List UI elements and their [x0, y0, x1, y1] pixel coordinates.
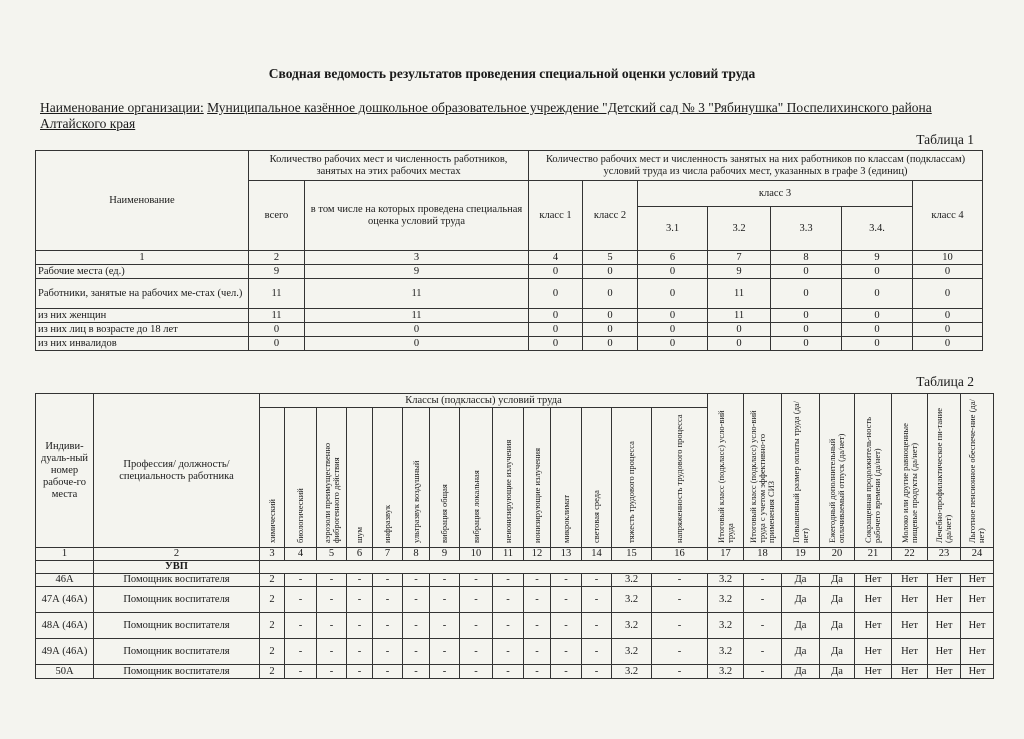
- t2-colnum: 14: [582, 548, 612, 561]
- t2-workplace-number: 50А: [36, 665, 94, 679]
- t1-header-class4: класс 4: [913, 181, 983, 251]
- t2-cell: Нет: [892, 665, 928, 679]
- t2-cell: -: [373, 587, 403, 613]
- t2-cell: -: [582, 587, 612, 613]
- t1-cell: 0: [638, 309, 708, 323]
- t2-cell: 2: [260, 665, 285, 679]
- t1-cell: 0: [529, 279, 583, 309]
- t2-cell: -: [430, 665, 460, 679]
- t2-cell: -: [403, 665, 430, 679]
- t2-data-row: [36, 587, 994, 613]
- t2-header-extra: [961, 394, 994, 548]
- t2-cell: Нет: [928, 613, 961, 639]
- t2-cell: -: [317, 639, 347, 665]
- t2-cell: -: [430, 613, 460, 639]
- t2-cell: -: [524, 587, 551, 613]
- table2-caption: Таблица 2: [916, 374, 974, 389]
- t2-cell: Нет: [892, 639, 928, 665]
- t2-cell: Нет: [892, 587, 928, 613]
- t2-extra-label: Итоговый класс (подкласс) усло-вий труда с учетом эффективно-го применения СИЗ: [748, 410, 777, 543]
- t2-factor-label: неионизирующие излучения: [502, 439, 513, 543]
- t2-factor-label: шум: [354, 526, 364, 543]
- t2-colnum: 20: [820, 548, 855, 561]
- t2-cell: -: [493, 613, 524, 639]
- t1-colnum: 3: [305, 251, 529, 265]
- t2-cell: Нет: [961, 613, 994, 639]
- t2-cell: 3.2: [612, 665, 652, 679]
- t2-cell: -: [373, 613, 403, 639]
- t2-colnum: 16: [652, 548, 708, 561]
- t2-cell: -: [317, 587, 347, 613]
- t1-cell: 0: [842, 309, 913, 323]
- t2-factor-label: химический: [266, 498, 277, 543]
- t1-cell: 11: [305, 279, 529, 309]
- t1-cell: 11: [708, 309, 771, 323]
- t1-cell: 0: [529, 265, 583, 279]
- t2-factor-label: световая среда: [591, 489, 601, 543]
- t1-row-label: Работники, занятые на рабочих ме-стах (чел.): [36, 279, 249, 309]
- t1-cell: 0: [529, 323, 583, 337]
- t2-cell: Нет: [928, 574, 961, 587]
- t1-cell: 11: [708, 279, 771, 309]
- t2-colnum: 15: [612, 548, 652, 561]
- t2-colnum: 7: [373, 548, 403, 561]
- t2-factor-label: напряженность трудового процесса: [674, 413, 684, 543]
- t2-cell: -: [373, 665, 403, 679]
- t1-cell: 0: [529, 337, 583, 351]
- t2-header-extra: [782, 394, 820, 548]
- t1-cell: 0: [842, 337, 913, 351]
- t2-header-factor: [403, 408, 430, 548]
- t1-cell: 0: [638, 337, 708, 351]
- t2-cell: Нет: [928, 639, 961, 665]
- t2-header-classes: Классы (подклассы) условий труда: [260, 394, 708, 408]
- t1-cell: 9: [305, 265, 529, 279]
- t1-colnum: 4: [529, 251, 583, 265]
- t2-cell: Нет: [961, 587, 994, 613]
- t2-cell: 3.2: [708, 587, 744, 613]
- t1-data-row: [36, 265, 983, 279]
- t2-cell: -: [744, 613, 782, 639]
- t2-header-factor: [524, 408, 551, 548]
- t2-header-extra: [820, 394, 855, 548]
- t2-header-factor: [460, 408, 493, 548]
- t2-colnum: 6: [347, 548, 373, 561]
- t2-cell: -: [460, 639, 493, 665]
- t2-colnum: 8: [403, 548, 430, 561]
- t1-cell: 11: [305, 309, 529, 323]
- t1-row-label: из них женщин: [36, 309, 249, 323]
- t1-column-numbers: [36, 251, 983, 265]
- t2-header-factor: [493, 408, 524, 548]
- t2-cell: 2: [260, 613, 285, 639]
- t2-cell: Да: [782, 587, 820, 613]
- t2-cell: -: [582, 574, 612, 587]
- t2-profession: Помощник воспитателя: [94, 665, 260, 679]
- t2-data-row: [36, 665, 994, 679]
- t2-colnum: 11: [493, 548, 524, 561]
- t2-factor-label: вибрация локальная: [470, 469, 481, 543]
- t2-workplace-number: 49А (46А): [36, 639, 94, 665]
- t2-cell: Да: [782, 574, 820, 587]
- t2-cell: -: [582, 639, 612, 665]
- t2-header-factor: [260, 408, 285, 548]
- t1-colnum: 10: [913, 251, 983, 265]
- t1-cell: 0: [913, 337, 983, 351]
- organization-label: Наименование организации:: [40, 100, 204, 115]
- t2-cell: -: [403, 587, 430, 613]
- t1-cell: 0: [583, 279, 638, 309]
- t2-cell: Да: [820, 665, 855, 679]
- t1-cell: 9: [249, 265, 305, 279]
- t2-header-factor: [430, 408, 460, 548]
- t1-header-total: всего: [249, 181, 305, 251]
- t2-cell: -: [652, 587, 708, 613]
- document-title: Сводная ведомость результатов проведения специальной оценки условий труда: [268, 66, 756, 81]
- t2-cell: Нет: [961, 665, 994, 679]
- t1-cell: 0: [771, 323, 842, 337]
- t2-cell: -: [430, 574, 460, 587]
- t2-cell: Да: [820, 587, 855, 613]
- t2-cell: 3.2: [612, 587, 652, 613]
- t2-cell: -: [582, 665, 612, 679]
- t2-cell: 3.2: [612, 613, 652, 639]
- t2-cell: Да: [782, 613, 820, 639]
- t2-cell: 3.2: [708, 574, 744, 587]
- t2-header-factor: [373, 408, 403, 548]
- t2-extra-label: Молоко или другие равноценные пищевые продукты (да/нет): [899, 423, 919, 543]
- t1-cell: 0: [583, 337, 638, 351]
- t1-cell: 0: [771, 265, 842, 279]
- t2-cell: Нет: [892, 574, 928, 587]
- t2-cell: -: [403, 639, 430, 665]
- t2-cell: Нет: [961, 639, 994, 665]
- t2-cell: -: [493, 665, 524, 679]
- t2-cell: -: [744, 574, 782, 587]
- t2-cell: -: [652, 574, 708, 587]
- t2-cell: -: [524, 613, 551, 639]
- t2-header-factor: [347, 408, 373, 548]
- t2-header-factor: [317, 408, 347, 548]
- t2-cell: -: [285, 587, 317, 613]
- t1-cell: 0: [638, 265, 708, 279]
- t1-cell: 0: [771, 279, 842, 309]
- t1-cell: 0: [583, 265, 638, 279]
- t2-cell: -: [347, 665, 373, 679]
- t2-data-row: [36, 574, 994, 587]
- t2-cell: 3.2: [708, 639, 744, 665]
- t2-cell: Да: [782, 639, 820, 665]
- t2-cell: -: [551, 613, 582, 639]
- t2-cell: -: [493, 587, 524, 613]
- t2-cell: -: [652, 665, 708, 679]
- t1-data-row: [36, 323, 983, 337]
- t2-profession: Помощник воспитателя: [94, 587, 260, 613]
- t1-cell: 0: [249, 337, 305, 351]
- t1-header-classes: Количество рабочих мест и численность занятых на них работников по классам (подклассам) условий труда из числа рабочих мест, указанных в графе 3 (единиц): [529, 151, 983, 181]
- t2-cell: -: [347, 613, 373, 639]
- t2-cell: -: [285, 613, 317, 639]
- t2-cell: -: [652, 639, 708, 665]
- t2-extra-label: Повышенный размер оплаты труда (да/нет): [790, 400, 810, 543]
- t2-header-factor: [652, 408, 708, 548]
- t1-colnum: 5: [583, 251, 638, 265]
- t2-cell: -: [285, 665, 317, 679]
- t1-cell: 11: [249, 309, 305, 323]
- t1-colnum: 7: [708, 251, 771, 265]
- t2-section-blank: [36, 561, 94, 574]
- t2-cell: -: [524, 574, 551, 587]
- organization-name: Муниципальное казённое дошкольное образовательное учреждение "Детский сад № 3 "Рябинушка" Поспелихинского района Алтайского края: [40, 100, 932, 131]
- t2-cell: 2: [260, 574, 285, 587]
- t2-workplace-number: 48А (46А): [36, 613, 94, 639]
- t2-cell: -: [551, 639, 582, 665]
- t2-section-blank: [260, 561, 994, 574]
- table1-caption: Таблица 1: [916, 132, 974, 147]
- t1-cell: 0: [529, 309, 583, 323]
- t2-header-profession: Профессия/ должность/ специальность работника: [94, 394, 260, 548]
- t1-cell: 0: [249, 323, 305, 337]
- t1-colnum: 8: [771, 251, 842, 265]
- t1-cell: 0: [305, 337, 529, 351]
- t2-colnum: 1: [36, 548, 94, 561]
- t1-cell: 0: [842, 265, 913, 279]
- t1-header-count: Количество рабочих мест и численность работников, занятых на этих рабочих местах: [249, 151, 529, 181]
- t1-cell: 0: [913, 265, 983, 279]
- t2-factor-label: тяжесть трудового процесса: [626, 440, 636, 543]
- t2-colnum: 18: [744, 548, 782, 561]
- t2-colnum: 22: [892, 548, 928, 561]
- t2-cell: Нет: [855, 639, 892, 665]
- t2-colnum: 12: [524, 548, 551, 561]
- t2-profession: Помощник воспитателя: [94, 574, 260, 587]
- t2-cell: -: [285, 574, 317, 587]
- t2-cell: -: [285, 639, 317, 665]
- t2-workplace-number: 47А (46А): [36, 587, 94, 613]
- t2-factor-label: аэрозоли преимущественно фиброгенного действия: [321, 442, 341, 543]
- t2-colnum: 23: [928, 548, 961, 561]
- t2-cell: -: [744, 639, 782, 665]
- t1-colnum: 2: [249, 251, 305, 265]
- t2-cell: Нет: [855, 587, 892, 613]
- t1-cell: 0: [842, 279, 913, 309]
- t2-cell: -: [551, 665, 582, 679]
- t2-factor-label: биологический: [295, 487, 305, 543]
- t2-cell: -: [744, 665, 782, 679]
- t2-factor-label: ионизирующие излучения: [531, 447, 542, 543]
- t2-cell: Нет: [855, 574, 892, 587]
- t1-header-class1: класс 1: [529, 181, 583, 251]
- t2-cell: -: [744, 587, 782, 613]
- t2-header-extra: [928, 394, 961, 548]
- t1-data-row: [36, 279, 983, 309]
- summary-table-2: [35, 393, 994, 679]
- t1-header-3-2: 3.2: [708, 207, 771, 251]
- t2-data-row: [36, 639, 994, 665]
- t1-row-label: Рабочие места (ед.): [36, 265, 249, 279]
- t2-cell: -: [652, 613, 708, 639]
- t2-cell: -: [524, 665, 551, 679]
- t2-cell: -: [460, 587, 493, 613]
- t1-cell: 0: [771, 309, 842, 323]
- t1-colnum: 6: [638, 251, 708, 265]
- t2-extra-label: Льготное пенсионное обеспече-ние (да/нет): [967, 399, 987, 543]
- t2-cell: Да: [820, 639, 855, 665]
- t2-header-number: Индиви-дуаль-ный номер рабоче-го места: [36, 394, 94, 548]
- t2-header-factor: [612, 408, 652, 548]
- t2-header-factor: [551, 408, 582, 548]
- t1-header-class2: класс 2: [583, 181, 638, 251]
- t1-cell: 0: [913, 309, 983, 323]
- t2-colnum: 10: [460, 548, 493, 561]
- t2-extra-label: Сокращенная продолжитель-ность рабочего времени (да/нет): [863, 416, 883, 543]
- t2-cell: -: [460, 665, 493, 679]
- t1-cell: 0: [842, 323, 913, 337]
- t2-colnum: 21: [855, 548, 892, 561]
- t2-header-factor: [285, 408, 317, 548]
- t2-extra-label: Ежегодный дополнительный оплачиваемый отпуск (да/нет): [827, 433, 847, 543]
- t2-colnum: 17: [708, 548, 744, 561]
- t2-cell: -: [347, 587, 373, 613]
- t2-header-extra: [892, 394, 928, 548]
- t2-profession: Помощник воспитателя: [94, 613, 260, 639]
- t2-header-factor: [582, 408, 612, 548]
- summary-table-1: [35, 150, 983, 351]
- t2-cell: -: [373, 574, 403, 587]
- t2-cell: 3.2: [612, 574, 652, 587]
- t2-cell: Нет: [961, 574, 994, 587]
- t2-cell: -: [551, 587, 582, 613]
- t1-header-name: Наименование: [36, 151, 249, 251]
- t2-profession: Помощник воспитателя: [94, 639, 260, 665]
- t1-cell: 0: [708, 323, 771, 337]
- t1-header-3-3: 3.3: [771, 207, 842, 251]
- t2-factor-label: ультразвук воздушный: [410, 460, 421, 543]
- t2-colnum: 3: [260, 548, 285, 561]
- t2-cell: Нет: [892, 613, 928, 639]
- t2-extra-label: Итоговый класс (подкласс) усло-вий труда: [715, 410, 735, 543]
- t2-colnum: 19: [782, 548, 820, 561]
- t1-cell: 0: [638, 323, 708, 337]
- t2-column-numbers: [36, 548, 994, 561]
- t2-header-extra: [744, 394, 782, 548]
- t1-cell: 0: [913, 279, 983, 309]
- t1-cell: 0: [708, 337, 771, 351]
- t2-cell: -: [347, 639, 373, 665]
- t2-cell: -: [551, 574, 582, 587]
- t1-header-3-4: 3.4.: [842, 207, 913, 251]
- t2-cell: -: [347, 574, 373, 587]
- t1-row-label: из них лиц в возрасте до 18 лет: [36, 323, 249, 337]
- t2-cell: 3.2: [708, 613, 744, 639]
- t2-cell: Да: [820, 574, 855, 587]
- t2-cell: -: [460, 574, 493, 587]
- t2-cell: -: [317, 613, 347, 639]
- t2-cell: 3.2: [708, 665, 744, 679]
- t2-cell: -: [493, 574, 524, 587]
- t1-header-class3: класс 3: [638, 181, 913, 207]
- t2-colnum: 5: [317, 548, 347, 561]
- t2-section-title: УВП: [94, 561, 260, 574]
- t2-cell: -: [430, 587, 460, 613]
- t1-cell: 11: [249, 279, 305, 309]
- t1-cell: 0: [771, 337, 842, 351]
- organization-line: [40, 100, 990, 132]
- t1-header-3-1: 3.1: [638, 207, 708, 251]
- t1-cell: 9: [708, 265, 771, 279]
- t1-row-label: из них инвалидов: [36, 337, 249, 351]
- t2-colnum: 13: [551, 548, 582, 561]
- t2-data-row: [36, 613, 994, 639]
- t1-cell: 0: [638, 279, 708, 309]
- t2-colnum: 2: [94, 548, 260, 561]
- t2-cell: 2: [260, 587, 285, 613]
- t2-factor-label: микроклимат: [560, 494, 571, 543]
- t2-factor-label: инфразвук: [382, 504, 392, 543]
- t2-colnum: 24: [961, 548, 994, 561]
- t2-workplace-number: 46А: [36, 574, 94, 587]
- t2-cell: Да: [782, 665, 820, 679]
- t2-cell: 3.2: [612, 639, 652, 665]
- t1-header-assessed: в том числе на которых проведена специальная оценка условий труда: [305, 181, 529, 251]
- t1-cell: 0: [583, 309, 638, 323]
- t2-cell: -: [373, 639, 403, 665]
- t2-header-extra: [708, 394, 744, 548]
- t2-cell: Нет: [928, 665, 961, 679]
- t2-cell: -: [524, 639, 551, 665]
- t2-cell: 2: [260, 639, 285, 665]
- t2-colnum: 9: [430, 548, 460, 561]
- t2-header-extra: [855, 394, 892, 548]
- t2-cell: Нет: [928, 587, 961, 613]
- t2-factor-label: вибрация общая: [439, 483, 449, 543]
- t2-cell: -: [582, 613, 612, 639]
- t2-cell: -: [317, 574, 347, 587]
- t2-extra-label: Лечебно-профилактическое пи-тание (да/нет): [934, 407, 954, 543]
- t1-data-row: [36, 309, 983, 323]
- t1-cell: 0: [913, 323, 983, 337]
- t2-colnum: 4: [285, 548, 317, 561]
- t1-cell: 0: [583, 323, 638, 337]
- t2-cell: -: [493, 639, 524, 665]
- t1-colnum: 9: [842, 251, 913, 265]
- t2-cell: Да: [820, 613, 855, 639]
- t2-cell: -: [403, 613, 430, 639]
- t2-cell: -: [430, 639, 460, 665]
- t2-cell: Нет: [855, 613, 892, 639]
- t2-cell: Нет: [855, 665, 892, 679]
- t1-colnum: 1: [36, 251, 249, 265]
- t2-cell: -: [460, 613, 493, 639]
- t2-cell: -: [317, 665, 347, 679]
- t1-data-row: [36, 337, 983, 351]
- t1-cell: 0: [305, 323, 529, 337]
- t2-cell: -: [403, 574, 430, 587]
